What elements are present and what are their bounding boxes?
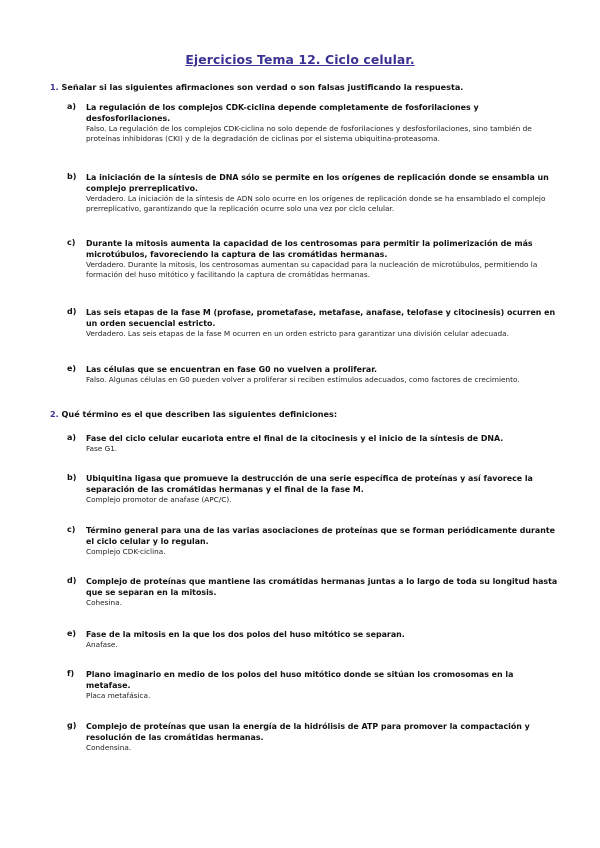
- item-label: a): [67, 102, 77, 111]
- section-2-heading: [50, 409, 560, 419]
- section-number: 1.: [50, 82, 59, 92]
- section-number: 2.: [50, 409, 59, 419]
- answer-text: Complejo promotor de anafase (APC/C).: [86, 495, 232, 504]
- item-label: d): [67, 576, 77, 585]
- answer-text: Fase G1.: [86, 444, 118, 453]
- item-label: d): [67, 307, 77, 316]
- question-text: Las seis etapas de la fase M (profase, prometafase, metafase, anafase, telofase y citocinesis) ocurren en un orden secuencial estricto.: [86, 308, 556, 328]
- section-heading-text: Señalar si las siguientes afirmaciones son verdad o son falsas justificando la respuesta.: [61, 82, 464, 92]
- answer-text: Verdadero. Durante la mitosis, los centrosomas aumentan su capacidad para la nucleación de microtúbulos, permitiendo la formación del huso mitótico y facilitando la captura de cromátidas hermanas.: [86, 260, 538, 280]
- item-label: b): [67, 473, 77, 482]
- page-title: Ejercicios Tema 12. Ciclo celular.: [185, 52, 415, 67]
- item-label: e): [67, 364, 77, 373]
- question-text: Término general para una de las varias asociaciones de proteínas que se forman periódicamente durante el ciclo celular y lo regulan.: [86, 526, 555, 546]
- answer-text: Verdadero. Las seis etapas de la fase M ocurren en un orden estricto para garantizar una división celular adecuada.: [86, 329, 509, 338]
- item-label: g): [67, 721, 77, 730]
- answer-text: Anafase.: [86, 640, 118, 649]
- question-text: Plano imaginario en medio de los polos del huso mitótico donde se sitúan los cromosomas en la metafase.: [86, 670, 514, 690]
- section-1-heading: [50, 82, 560, 92]
- item-label: c): [67, 525, 76, 534]
- question-text: Complejo de proteínas que usan la energía de la hidrólisis de ATP para promover la compactación y resolución de las cromátidas hermanas.: [86, 722, 530, 742]
- answer-text: Complejo CDK-ciclina.: [86, 547, 166, 556]
- answer-text: Falso. La regulación de los complejos CDK-ciclina no solo depende de fosforilaciones y desfosforilaciones, sino también de proteínas inhibidoras (CKI) y de la degradación de ciclinas por el sistema ubiquitina-proteasoma.: [86, 124, 532, 144]
- section-heading-text: Qué término es el que describen las siguientes definiciones:: [61, 409, 338, 419]
- item-label: b): [67, 172, 77, 181]
- question-text: Ubiquitina ligasa que promueve la destrucción de una serie específica de proteínas y así favorece la separación de las cromátidas hermanas y el final de la fase M.: [86, 474, 533, 494]
- item-label: a): [67, 433, 77, 442]
- answer-text: Condensina.: [86, 743, 132, 752]
- question-text: Durante la mitosis aumenta la capacidad de los centrosomas para permitir la polimerización de más microtúbulos, favoreciendo la captura de las cromátidas hermanas.: [86, 239, 533, 259]
- question-text: Las células que se encuentran en fase G0 no vuelven a proliferar.: [86, 365, 378, 374]
- answer-text: Falso. Algunas células en G0 pueden volver a proliferar si reciben estímulos adecuados, como factores de crecimiento.: [86, 375, 520, 384]
- answer-text: Placa metafásica.: [86, 691, 151, 700]
- item-label: c): [67, 238, 76, 247]
- answer-text: Verdadero. La iniciación de la síntesis de ADN solo ocurre en los orígenes de replicación donde se ha ensamblado el complejo prerreplicativo, garantizando que la replicación ocurre solo una vez por ciclo celular.: [86, 194, 546, 214]
- question-text: La regulación de los complejos CDK-ciclina depende completamente de fosforilaciones y desfosforilaciones.: [86, 103, 479, 123]
- question-text: Fase del ciclo celular eucariota entre el final de la citocinesis y el inicio de la síntesis de DNA.: [86, 434, 504, 443]
- question-text: Complejo de proteínas que mantiene las cromátidas hermanas juntas a lo largo de toda su longitud hasta que se separan en la mitosis.: [86, 577, 558, 597]
- item-label: f): [67, 669, 75, 678]
- question-text: Fase de la mitosis en la que los dos polos del huso mitótico se separan.: [86, 630, 405, 639]
- question-text: La iniciación de la síntesis de DNA sólo se permite en los orígenes de replicación donde se ensambla un complejo prerreplicativo.: [86, 173, 549, 193]
- answer-text: Cohesina.: [86, 598, 122, 607]
- item-label: e): [67, 629, 77, 638]
